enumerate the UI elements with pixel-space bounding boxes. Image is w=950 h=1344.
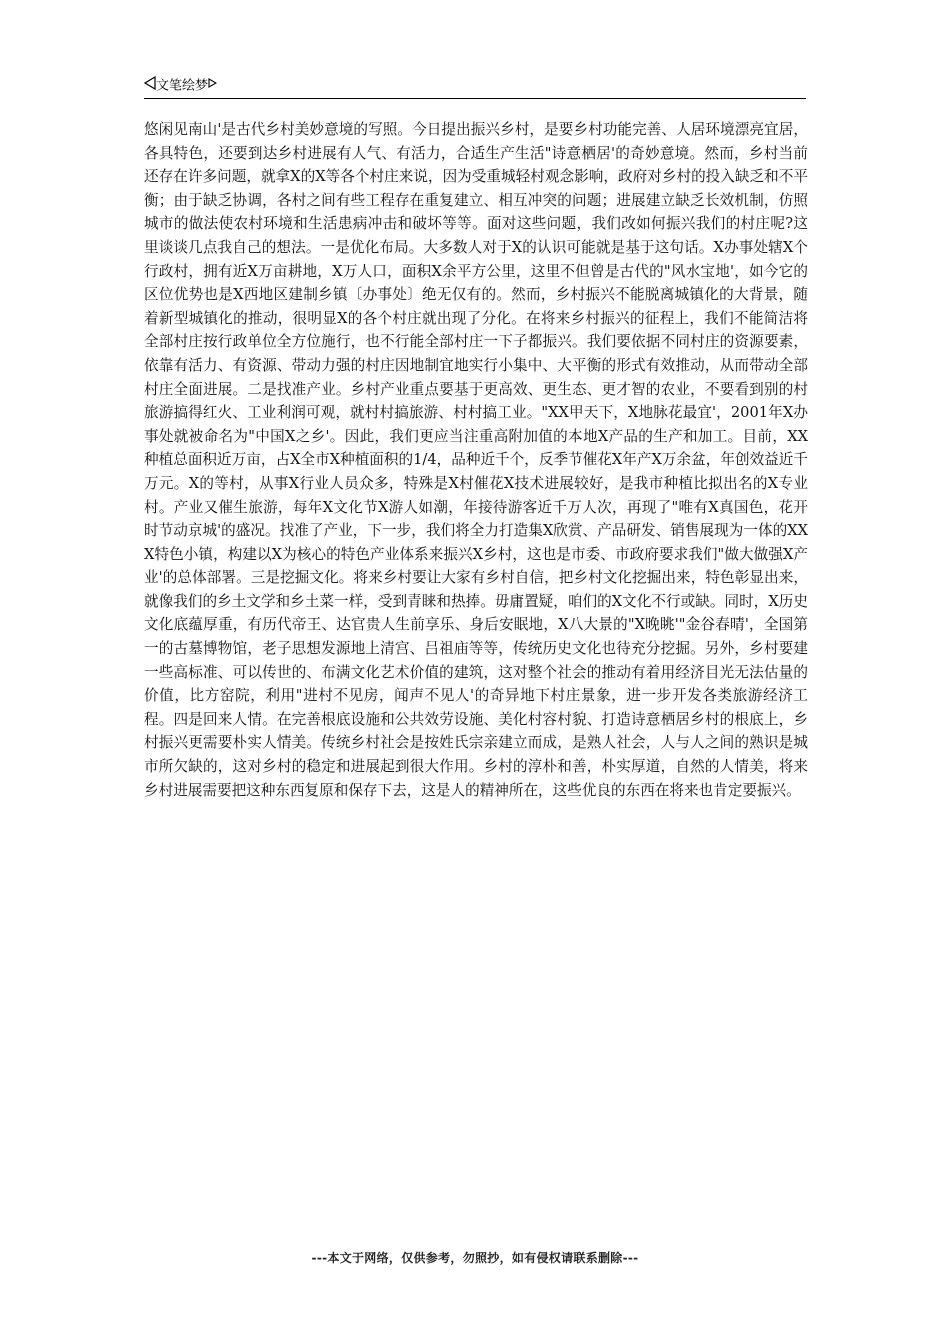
body-paragraph: 悠闲见南山'是古代乡村美妙意境的写照。今日提出振兴乡村，是要乡村功能完善、人居环境漂亮宜居，各具特色，还要到达乡村进展有人气、有活力，合适生产生活"诗意栖居'的奇妙意境。然而，乡村当前还存在许多问题，就拿X的X等各个村庄来说，因为受重城轻村观念影响，政府对乡村的投入缺乏和不平衡；由于缺乏协调，各村之间有些工程存在重复建立、相互冲突的问题；进展建立缺乏长效机制，仿照城市的做法使农村环境和生活患病冲击和破坏等等。面对这些问题，我们改如何振兴我们的村庄呢?这里谈谈几点我自己的想法。一是优化布局。大多数人对于X的认识可能就是基于这句话。X办事处辖X个行政村，拥有近X万亩耕地，X万人口，面积X余平方公里，这里不但曾是古代的"风水宝地'，如今它的区位优势也是X西地区建制乡镇〔办事处〕绝无仅有的。然而，乡村振兴不能脱离城镇化的大背景，随着新型城镇化的推动，很明显X的各个村庄就出现了分化。在将来乡村振兴的征程上，我们不能简洁将全部村庄按行政单位全方位施行，也不行能全部村庄一下子都振兴。我们要依据不同村庄的资源要素，依靠有活力、有资源、带动力强的村庄因地制宜地实行小集中、大平衡的形式有效推动，从而带动全部村庄全面进展。二是找准产业。乡村产业重点要基于更高效、更生态、更才智的农业，不要看到别的村旅游搞得红火、工业利润可观，就村村搞旅游、村村搞工业。"XX甲天下，X地脉花最宜'，2001年X办事处就被命名为"中国X之乡'。因此，我们更应当注重高附加值的本地X产品的生产和加工。目前，XX种植总面积近万亩，占X全市X种植面积的1/4，品种近千个，反季节催花X年产X万余盆，年创效益近千万元。X的等村，从事X行业人员众多，特殊是X村催花X技术进展较好，是我市种植比拟出名的X专业村。产业又催生旅游，每年X文化节X游人如潮，年接待游客近千万人次，再现了"唯有X真国色，花开时节动京城'的盛况。找准了产业，下一步，我们将全力打造集X欣赏、产品研发、销售展现为一体的XXX特色小镇，构建以X为核心的特色产业体系来振兴X乡村，这也是市委、市政府要求我们"做大做强X产业'的总体部署。三是挖掘文化。将来乡村要让大家有乡村自信，把乡村文化挖掘出来，特色彰显出来，就像我们的乡土文学和乡土菜一样，受到青睐和热捧。毋庸置疑，咱们的X文化不行或缺。同时，X历史文化底蕴厚重，有历代帝王、达官贵人生前享乐、身后安眠地，X八大景的"X晚眺'"金谷春晴'，全国第一的古墓博物馆，老子思想发源地上清宫、吕祖庙等等，传统历史文化也待充分挖掘。另外，乡村要建一些高标准、可以传世的、布满文化艺术价值的建筑，这对整个社会的推动有着用经济目光无法估量的价值，比方窑院，利用"进村不见房，闻声不见人'的奇异地下村庄景象，进一步开发各类旅游经济工程。四是回来人情。在完善根底设施和公共效劳设施、美化村容村貌、打造诗意栖居乡村的根底上，乡村振兴更需要朴实人情美。传统乡村社会是按姓氏宗亲建立而成，是熟人社会，人与人之间的熟识是城市所欠缺的，这对乡村的稳定和进展起到很大作用。乡村的淳朴和善，朴实厚道，自然的人情美，将来乡村进展需要把这种东西复原和保存下去，这是人的精神所在，这些优良的东西在将来也肯定要振兴。 (144, 121, 808, 799)
header-title-group (144, 76, 217, 96)
header-title: 文笔绘梦 (156, 78, 209, 94)
right-triangle-icon (208, 77, 217, 95)
page-header (144, 74, 806, 99)
footer-notice: ---本文于网络，仅供参考，勿照抄，如有侵权请联系删除--- (311, 1251, 639, 1265)
left-triangle-icon (144, 76, 156, 96)
